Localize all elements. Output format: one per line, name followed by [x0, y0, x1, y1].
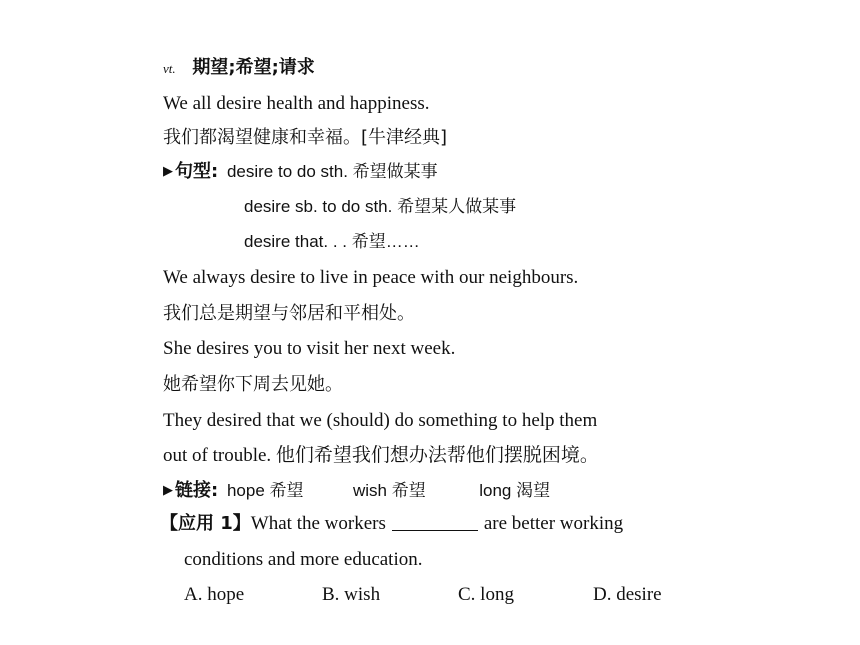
arrow-marker-icon: ▶ — [163, 482, 173, 497]
pattern-item: desire to do sth. 希望做某事 — [226, 162, 438, 181]
example-line: We always desire to live in peace with our neighbours. — [163, 267, 579, 288]
arrow-marker-icon: ▶ — [163, 163, 173, 178]
option-c: C. long — [458, 584, 514, 605]
example-line: 她希望你下周去见她。 — [163, 374, 343, 395]
pattern-label: 句型: — [175, 161, 219, 182]
question-text: What the workers — [250, 513, 386, 534]
answer-blank — [392, 514, 478, 531]
pattern-row-1 — [163, 159, 438, 184]
link-item: long 渴望 — [479, 481, 551, 500]
link-item: hope 希望 — [226, 481, 304, 500]
example-line: 我们总是期望与邻居和平相处。 — [163, 303, 415, 324]
example-cn-1: 我们都渴望健康和幸福。[牛津经典] — [163, 127, 448, 148]
example-en-1: We all desire health and happiness. — [163, 93, 430, 114]
entry-meanings: 期望;希望;请求 — [192, 57, 315, 78]
example-line: She desires you to visit her next week. — [163, 338, 456, 359]
link-label: 链接: — [175, 480, 219, 501]
part-of-speech: vt. — [163, 61, 176, 76]
question-text: are better working — [483, 513, 624, 534]
link-item: wish 希望 — [353, 481, 426, 500]
application-question — [160, 512, 623, 536]
option-b: B. wish — [322, 584, 381, 605]
option-d: D. desire — [593, 584, 662, 605]
pattern-item: desire sb. to do sth. 希望某人做某事 — [244, 197, 517, 216]
example-line: out of trouble. 他们希望我们想办法帮他们摆脱困境。 — [163, 445, 599, 466]
pattern-item: desire that. . . 希望…… — [244, 232, 420, 251]
link-row — [163, 478, 550, 503]
question-line-2: conditions and more education. — [184, 549, 423, 570]
entry-header — [163, 56, 315, 81]
option-a: A. hope — [184, 584, 245, 605]
example-line: They desired that we (should) do something to help them — [163, 410, 598, 431]
application-label: 【应用 1】 — [160, 513, 251, 534]
